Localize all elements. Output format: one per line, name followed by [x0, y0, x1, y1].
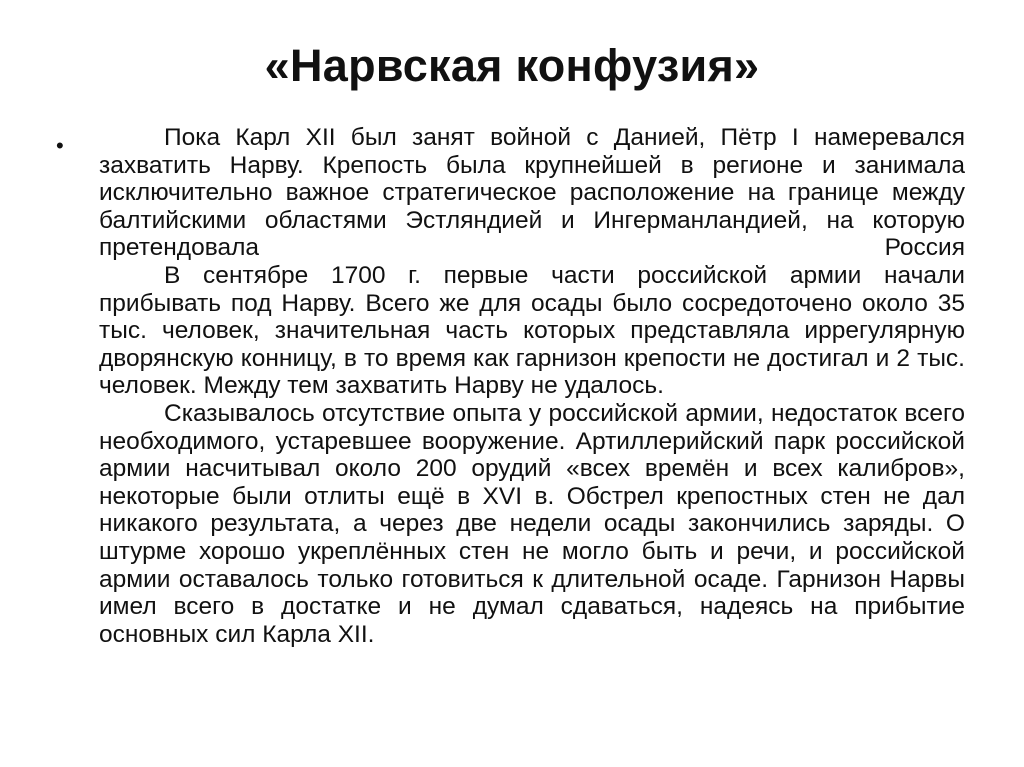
slide-title: «Нарвская конфузия»	[264, 40, 760, 91]
paragraph-siege-forces: В сентябре 1700 г. первые части российской армии начали прибывать под Нарву. Всего же для осады было сосредоточено около 35 тыс. человек, значительная часть которых представляла иррегулярную дворянскую конницу, в то время как гарнизон крепости не достигал и 2 тыс. человек. Между тем захватить Нарву не удалось.	[99, 261, 965, 400]
slide-body	[99, 124, 965, 648]
bullet-marker: •	[56, 133, 64, 158]
paragraph-narva-plan: Пока Карл XII был занят войной с Данией, Пётр I намеревался захватить Нарву. Крепость была крупнейшей в регионе и занимала исключительно важное стратегическое расположение на границе между балтийскими областями Эстляндией и Ингерманландией, на которую претендовала Россия	[99, 124, 965, 262]
paragraph-siege-failure: Сказывалось отсутствие опыта у российской армии, недостаток всего необходимого, устаревшее вооружение. Артиллерийский парк российской армии насчитывал около 200 орудий «всех времён и всех калибров», некоторые были отлиты ещё в XVI в. Обстрел крепостных стен не дал никакого результата, а через две недели осады закончились заряды. О штурме хорошо укреплённых стен не могло быть и речи, и российской армии оставалось только готовиться к длительной осаде. Гарнизон Нарвы имел всего в достатке и не думал сдаваться, надеясь на прибытие основных сил Карла XII.	[99, 399, 965, 648]
